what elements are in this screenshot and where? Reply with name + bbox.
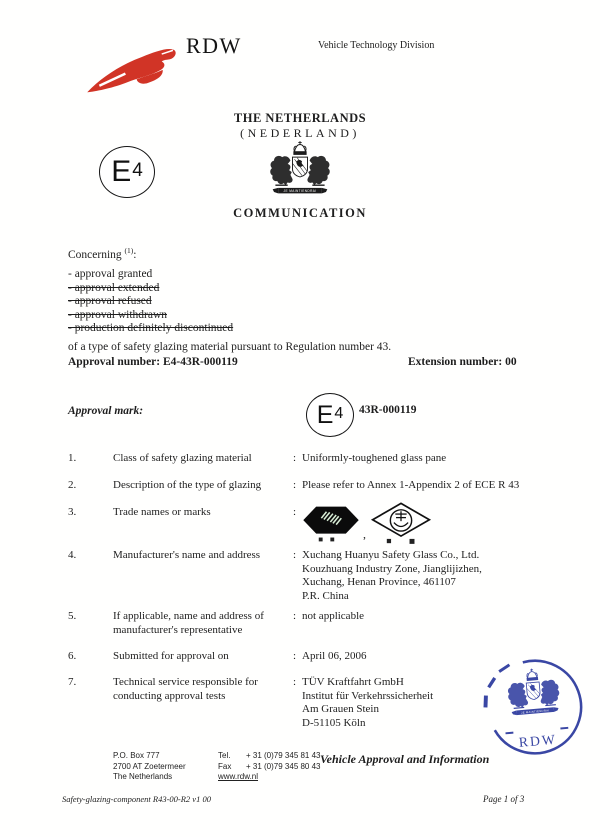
footer-address: P.O. Box 777 2700 AT Zoetermeer The Netherlands	[113, 751, 186, 781]
item-row-4: 4. Manufacturer's name and address : Xuchang Huanyu Safety Glass Co., Ltd. Kouzhuang Industry Zone, Jianglijizhen, Xuchang, Henan Province, 461107 P.R. China	[68, 549, 482, 602]
approval-mark-e-icon: E 4	[306, 393, 354, 437]
rdw-logo-icon	[84, 42, 178, 96]
e-mark-icon	[99, 146, 155, 198]
e-mark-number: 4	[132, 159, 143, 181]
website-link: www.rdw.nl	[218, 772, 259, 781]
dutch-crest-icon	[259, 140, 341, 203]
item-row-2: 2. Description of the type of glazing : Please refer to Annex 1-Appendix 2 of ECE R 43	[68, 479, 520, 491]
country-native-title: (NEDERLAND)	[240, 126, 360, 140]
approval-number: Approval number: E4-43R-000119	[68, 356, 238, 368]
document-reference: Safety-glazing-component R43-00-R2 v1 00	[62, 794, 211, 804]
concerning-section	[68, 244, 391, 354]
org-name: RDW	[186, 33, 242, 58]
approval-mark-label: Approval mark:	[68, 405, 144, 417]
concerning-subject: of a type of safety glazing material pursuant to Regulation number 43.	[68, 340, 392, 353]
stamp-org-text: RDW	[518, 731, 558, 750]
item-row-3: 3. Trade names or marks : ,	[68, 506, 584, 546]
country-title: THE NETHERLANDS	[233, 111, 367, 125]
extension-number: Extension number: 00	[408, 356, 517, 368]
trade-mark-diamond-icon	[369, 502, 433, 546]
footer-department: Vehicle Approval and Information	[320, 752, 490, 766]
item-row-5: 5. If applicable, name and address of manufacturer's representative : not applicable	[68, 610, 365, 636]
item-row-6: 6. Submitted for approval on : April 06, 2006	[68, 650, 367, 662]
concerning-option: - approval granted	[68, 268, 153, 281]
concerning-option: - production definitely discontinued	[68, 322, 234, 335]
doc-type-title: COMMUNICATION	[233, 206, 367, 220]
concerning-option: - approval extended	[68, 281, 160, 294]
division-title: Vehicle Technology Division	[318, 40, 435, 51]
footer-phone: Tel. + 31 (0)79 345 81 43 Fax + 31 (0)79 345 80 43 www.rdw.nl	[218, 751, 321, 781]
item-row-7: 7. Technical service responsible for conducting approval tests : TÜV Kraftfahrt GmbH Institut für Verkehrssicherheit Am Grauen Stein D-51105 Köln	[68, 676, 434, 729]
concerning-label: Concerning $^{(1)}$:	[68, 246, 137, 261]
item-row-1: 1. Class of safety glazing material : Uniformly-toughened glass pane	[68, 452, 447, 464]
trade-mark-separator: ,	[363, 527, 366, 541]
page-number: Page 1 of 3	[483, 794, 525, 804]
e-mark-letter: E	[111, 155, 132, 188]
trade-mark-hexagon-icon	[302, 502, 360, 546]
concerning-option: - approval withdrawn	[68, 308, 167, 321]
concerning-option: - approval refused	[68, 295, 152, 308]
approval-mark-number: 43R-000119	[359, 404, 417, 416]
